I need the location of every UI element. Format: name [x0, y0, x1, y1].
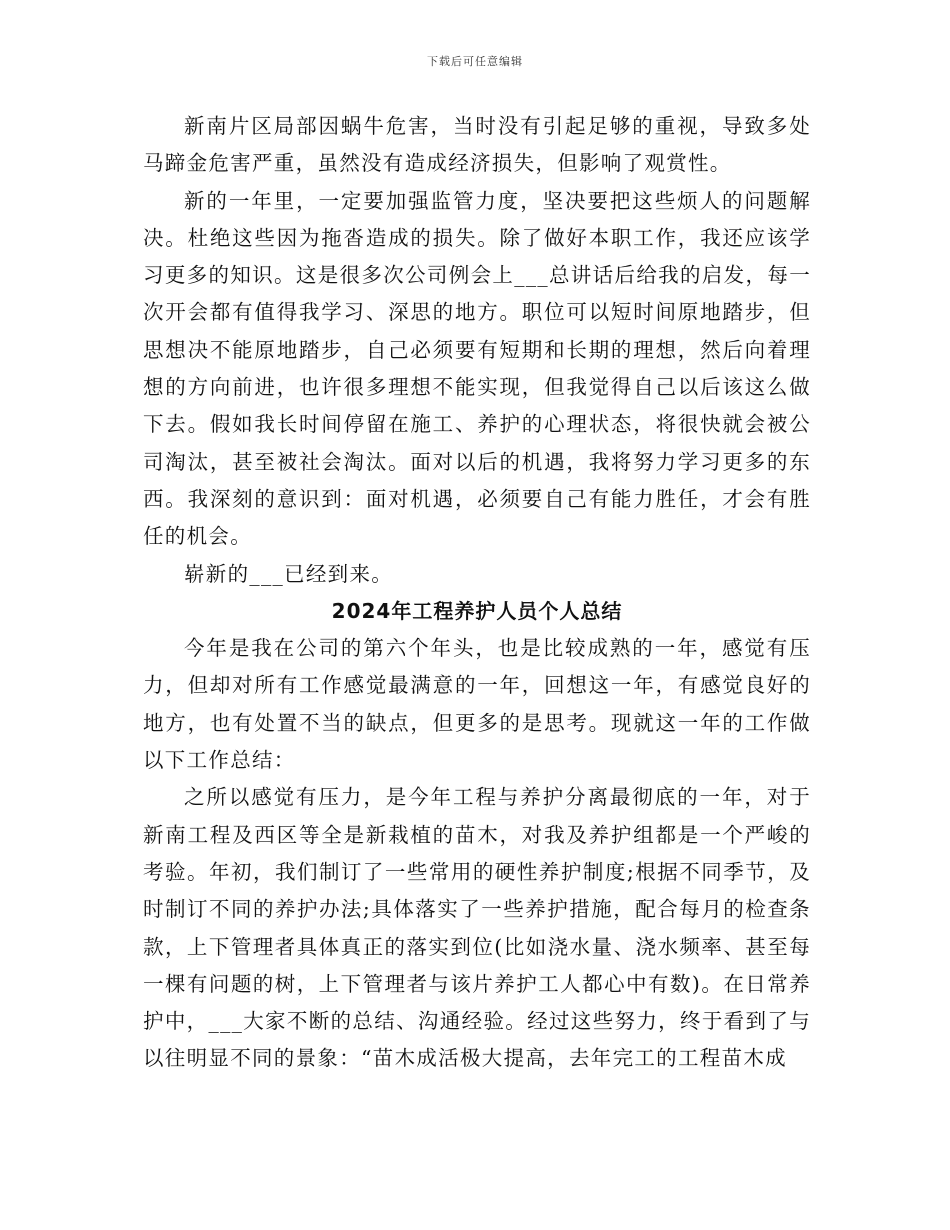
paragraph-sixth-year: 今年是我在公司的第六个年头，也是比较成熟的一年，感觉有压力，但却对所有工作感觉最满意的一年，回想这一年，有感觉良好的地方，也有处置不当的缺点，但更多的是思考。现就这一年的工作做以下工作总结：: [143, 636, 811, 773]
paragraph-pressure: 之所以感觉有压力，是今年工程与养护分离最彻底的一年，对于新南工程及西区等全是新栽植的苗木，对我及养护组都是一个严峻的考验。年初，我们制订了一些常用的硬性养护制度;根据不同季节，及时制订不同的养护办法;具体落实了一些养护措施，配合每月的检查条款，上下管理者具体真正的落实到位(比如浇水量、浇水频率、甚至每一棵有问题的树，上下管理者与该片养护工人都心中有数)。在日常养护中，___大家不断的总结、沟通经验。经过这些努力，终于看到了与以往明显不同的景象：“苗木成活极大提高，去年完工的工程苗木成: [143, 785, 811, 1071]
paragraph-new-year-plan: 新的一年里，一定要加强监管力度，坚决要把这些烦人的问题解决。杜绝这些因为拖沓造成的损失。除了做好本职工作，我还应该学习更多的知识。这是很多次公司例会上___总讲话后给我的启发，每一次开会都有值得我学习、深思的地方。职位可以短时间原地踏步，但思想决不能原地踏步，自己必须要有短期和长期的理想，然后向着理想的方向前进，也许很多理想不能实现，但我觉得自己以后该这么做下去。假如我长时间停留在施工、养护的心理状态，将很快就会被公司淘汰，甚至被社会淘汰。面对以后的机遇，我将努力学习更多的东西。我深刻的意识到：面对机遇，必须要自己有能力胜任，才会有胜任的机会。: [143, 188, 811, 549]
section-title: 2024年工程养护人员个人总结: [331, 598, 623, 623]
document-body: [143, 108, 811, 1078]
page-header-note: 下载后可任意编辑: [427, 55, 523, 68]
paragraph-new-arrival: 崭新的___已经到来。: [184, 561, 394, 586]
paragraph-snail-damage: 新南片区局部因蜗牛危害，当时没有引起足够的重视，导致多处马蹄金危害严重，虽然没有造成经济损失，但影响了观赏性。: [143, 114, 811, 176]
